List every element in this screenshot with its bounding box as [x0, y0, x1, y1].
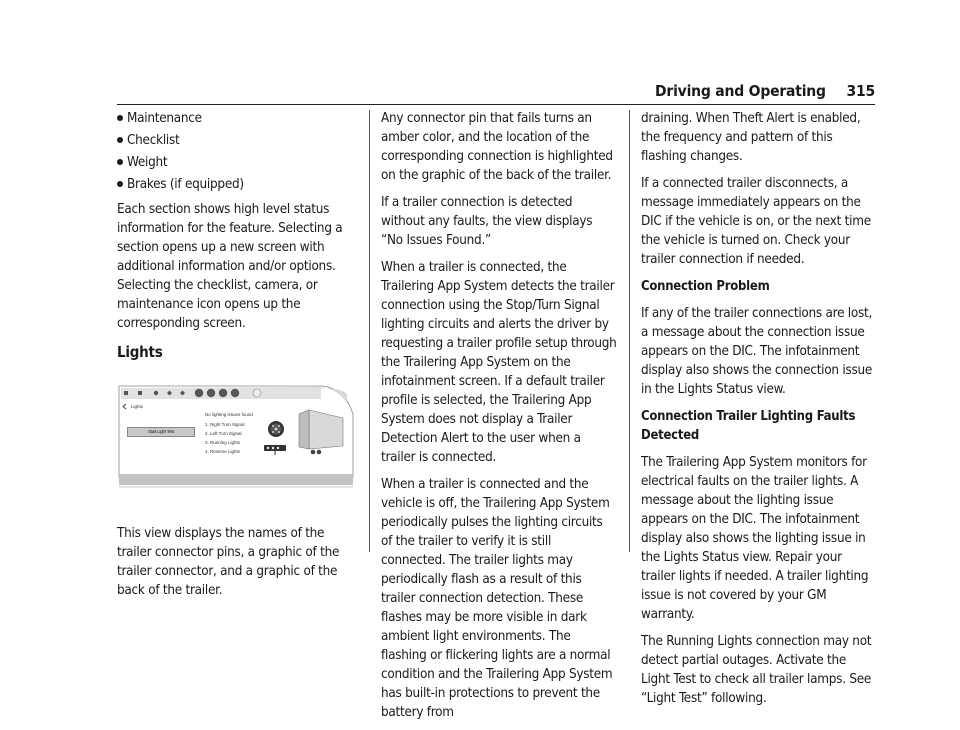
- connector-pin-label: 3. Running Lights: [205, 440, 241, 445]
- paragraph: Any connector pin that fails turns an amber color, and the location of the corresponding connection is highlighted on the graphic of the back of the trailer.: [381, 111, 613, 183]
- connector-pin-label: 4. Reverse Lights: [205, 449, 241, 454]
- paragraph: When a trailer is connected, the Trailering App System detects the trailer connection using the Stop/Turn Signal lighting circuits and alerts the driver by requesting a trailer profile setup through the Trailering App System on the infotainment screen. If a default trailer profile is selected, the Trailering App System does not display a Trailer Detection Alert to the user when a trailer is connected.: [381, 260, 617, 465]
- paragraph: The Running Lights connection may not detect partial outages. Activate the Light Test to check all trailer lamps. See “Light Test” following.: [641, 634, 872, 706]
- column-2: [381, 109, 617, 730]
- paragraph: If a connected trailer disconnects, a message immediately appears on the DIC if the vehicle is on, or the next time the vehicle is turned on. Check your trailer connection if needed.: [641, 176, 871, 267]
- list-item: [117, 109, 357, 128]
- start-light-test-button[interactable]: Start Light Test: [127, 427, 195, 437]
- paragraph: When a trailer is connected and the vehicle is off, the Trailering App System periodically pulses the lighting circuits of the trailer to verify it is still connected. The trailer lights may periodically flash as a result of this trailer connection detection. These flashes may be more visible in dark ambient light environments. The flashing or flickering lights are a normal condition and the Trailering App System has built-in protections to prevent the battery from: [381, 477, 613, 720]
- section-title: Driving and Operating: [655, 82, 826, 100]
- paragraph: Each section shows high level status information for the feature. Selecting a section opens up a new screen with additional information and/or options. Selecting the checklist, camera, or maintenance icon opens up the corresponding screen.: [117, 202, 343, 331]
- list-item-text: Checklist: [127, 133, 180, 148]
- list-item: [117, 175, 357, 194]
- column-divider: [369, 110, 370, 552]
- connector-pin-label: 2. Left Turn Signal: [205, 431, 242, 436]
- paragraph: draining. When Theft Alert is enabled, the frequency and pattern of this flashing changes.: [641, 111, 861, 164]
- paragraph: This view displays the names of the trailer connector pins, a graphic of the trailer connector, and a graphic of the back of the trailer.: [117, 526, 340, 598]
- column-divider: [629, 110, 630, 552]
- section-heading: Lights: [117, 343, 163, 361]
- list-item-text: Brakes (if equipped): [127, 177, 244, 192]
- column-3: [641, 109, 877, 716]
- paragraph: If any of the trailer connections are lost, a message about the connection issue appears on the DIC. The infotainment display also shows the connection issue in the Lights Status view.: [641, 306, 873, 397]
- bullet-icon: [117, 159, 123, 165]
- list-item: [117, 153, 357, 172]
- column-1: [117, 109, 357, 608]
- list-item: [117, 131, 357, 150]
- paragraph: The Trailering App System monitors for electrical faults on the trailer lights. A message about the lighting issue appears on the DIC. The infotainment display also shows the lighting issue in the Lights Status view. Repair your trailer lights if needed. A trailer lighting issue is not covered by your GM warranty.: [641, 455, 869, 622]
- bullet-icon: [117, 137, 123, 143]
- page-number: 315: [846, 82, 875, 100]
- bullet-icon: [117, 115, 123, 121]
- subheading: Connection Problem: [641, 279, 770, 294]
- status-text: No lighting issues found: [205, 412, 253, 417]
- screen-title: Lights: [131, 404, 144, 409]
- bullet-icon: [117, 181, 123, 187]
- header-rule: [117, 104, 875, 105]
- list-item-text: Maintenance: [127, 111, 202, 126]
- list-item-text: Weight: [127, 155, 168, 170]
- bullet-list: [117, 109, 357, 194]
- lights-screen-figure: [117, 374, 357, 494]
- subheading: Connection Trailer Lighting Faults Detected: [641, 409, 856, 443]
- paragraph: If a trailer connection is detected without any faults, the view displays “No Issues Found.”: [381, 195, 593, 248]
- page-header: [0, 82, 875, 104]
- connector-pin-label: 1. Right Turn Signal: [205, 422, 245, 427]
